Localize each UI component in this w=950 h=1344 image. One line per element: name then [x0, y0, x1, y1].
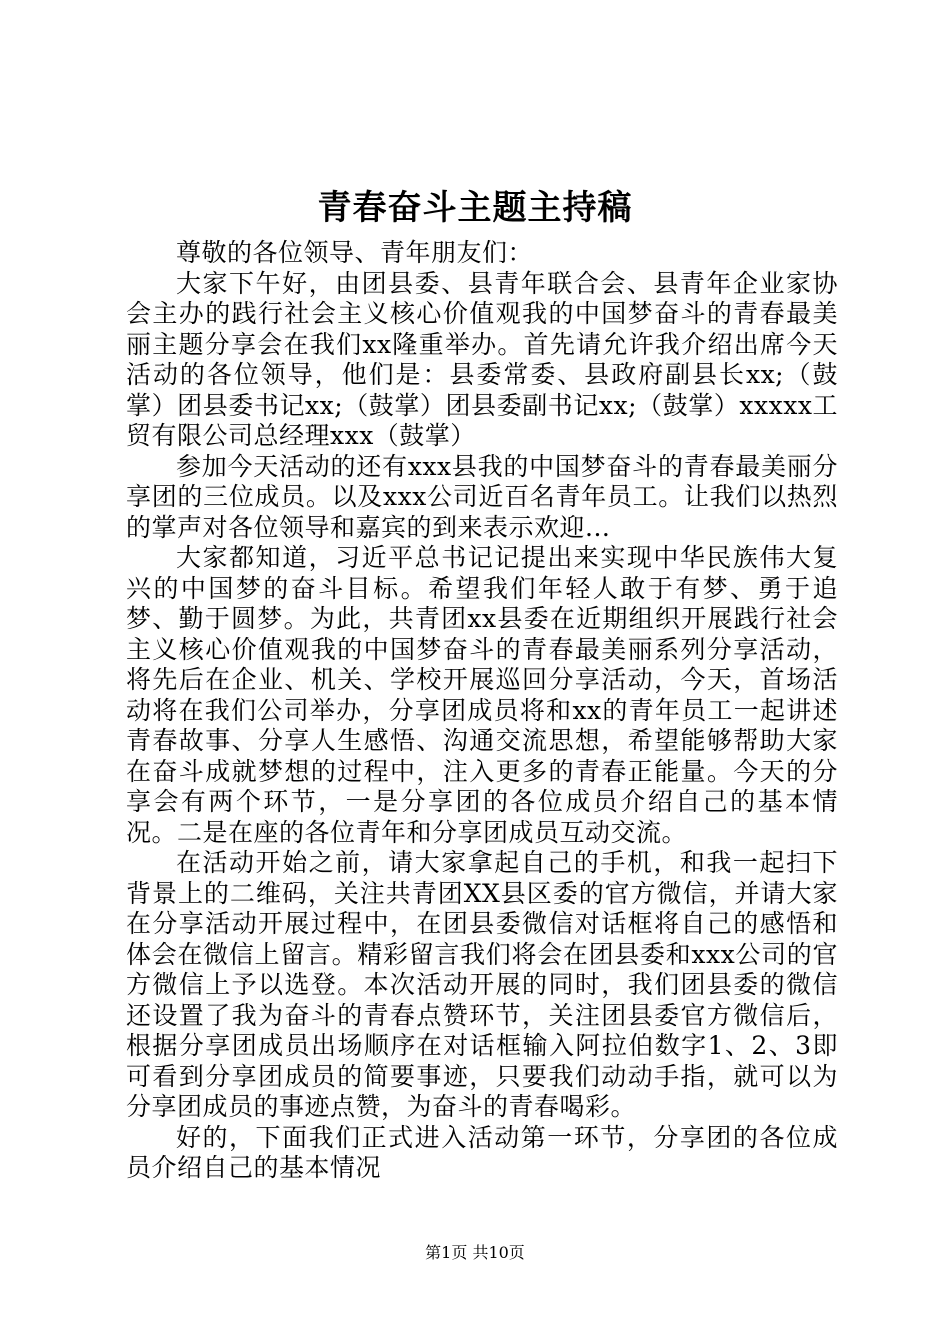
document-body	[126, 238, 838, 1184]
paragraph-background: 大家都知道，习近平总书记记提出来实现中华民族伟大复兴的中国梦的奋斗目标。希望我们年轻人敢于有梦、勇于追梦、勤于圆梦。为此，共青团xx县委在近期组织开展践行社会主义核心价值观我的中国梦奋斗的青春最美丽系列分享活动，将先后在企业、机关、学校开展巡回分享活动，今天，首场活动将在我们公司举办，分享团成员将和xx的青年员工一起讲述青春故事、分享人生感悟、沟通交流思想，希望能够帮助大家在奋斗成就梦想的过程中，注入更多的青春正能量。今天的分享会有两个环节，一是分享团的各位成员介绍自己的基本情况。二是在座的各位青年和分享团成员互动交流。	[126, 543, 838, 847]
document-title: 青春奋斗主题主持稿	[317, 188, 633, 228]
paragraph-welcome: 大家下午好，由团县委、县青年联合会、县青年企业家协会主办的践行社会主义核心价值观我的中国梦奋斗的青春最美丽主题分享会在我们xx隆重举办。首先请允许我介绍出席今天活动的各位领导，他们是：县委常委、县政府副县长xx;（鼓掌）团县委书记xx;（鼓掌）团县委副书记xx;（鼓掌）xxxxx工贸有限公司总经理xxx（鼓掌）	[126, 268, 838, 450]
salutation: 尊敬的各位领导、青年朋友们：	[176, 238, 534, 267]
page-footer: 第1页 共10页	[425, 1243, 525, 1262]
paragraph-guests: 参加今天活动的还有xxx县我的中国梦奋斗的青春最美丽分享团的三位成员。以及xxx公司近百名青年员工。让我们以热烈的掌声对各位领导和嘉宾的到来表示欢迎...	[126, 451, 838, 542]
paragraph-wechat: 在活动开始之前，请大家拿起自己的手机，和我一起扫下背景上的二维码，关注共青团XX县区委的官方微信，并请大家在分享活动开展过程中，在团县委微信对话框将自己的感悟和体会在微信上留言。精彩留言我们将会在团县委和xxx公司的官方微信上予以选登。本次活动开展的同时，我们团县委的微信还设置了我为奋斗的青春点赞环节，关注团县委官方微信后，根据分享团成员出场顺序在对话框输入阿拉伯数字1、2、3即可看到分享团成员的简要事迹，只要我们动动手指，就可以为分享团成员的事迹点赞，为奋斗的青春喝彩。	[126, 848, 838, 1121]
paragraph-first-session: 好的，下面我们正式进入活动第一环节，分享团的各位成员介绍自己的基本情况	[126, 1122, 838, 1182]
